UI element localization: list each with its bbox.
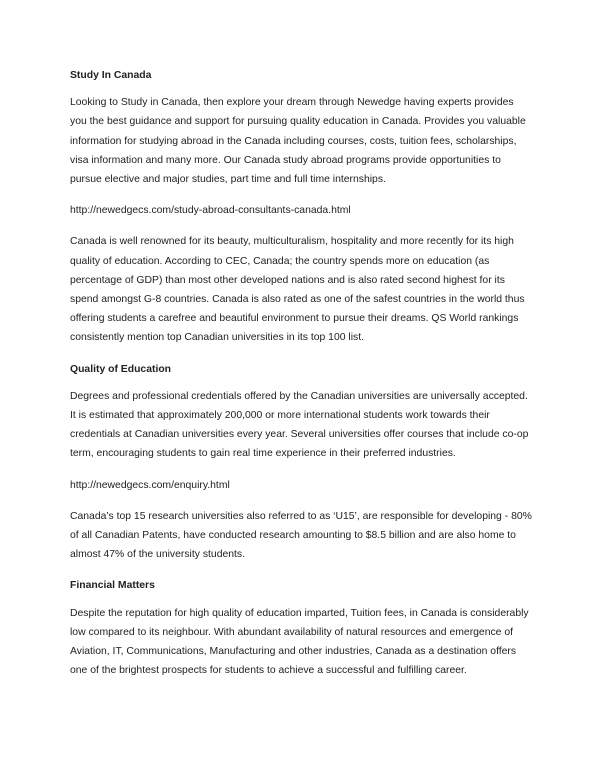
document-page: [70, 66, 532, 692]
paragraph-tuition-fees: Despite the reputation for high quality of education imparted, Tuition fees, in Canada is considerably low compared to its neighbour. With abundant availability of natural resources and emergence of Aviation, IT, Communications, Manufacturing and other industries, Canada as a destination offers one of the brightest prospects for students to achieve a successful and fulfilling career.: [70, 607, 529, 677]
section-heading-quality-of-education: Quality of Education: [70, 363, 172, 375]
link-enquiry[interactable]: http://newedgecs.com/enquiry.html: [70, 479, 230, 491]
paragraph-study-intro: Looking to Study in Canada, then explore your dream through Newedge having experts provides you the best guidance and support for pursuing quality education in Canada. Provides you valuable information for studying abroad in the Canada including courses, costs, tuition fees, scholarships, visa information and many more. Our Canada study abroad programs provide opportunities to pursue elective and major studies, part time and full time internships.: [70, 97, 526, 186]
section-heading-study-in-canada: Study In Canada: [70, 70, 152, 81]
paragraph-degrees-credentials: Degrees and professional credentials offered by the Canadian universities are universally accepted. It is estimated that approximately 200,000 or more international students work towards their credentials at Canadian universities every year. Several universities offer courses that include co-op term, encouraging students to gain real time experience in their preferred industries.: [70, 390, 529, 460]
paragraph-u15-research: Canada’s top 15 research universities also referred to as ‘U15’, are responsible for developing - 80% of all Canadian Patents, have conducted research amounting to $8.5 billion and are also home to almost 47% of the university students.: [70, 510, 532, 561]
section-heading-financial-matters: Financial Matters: [70, 580, 155, 592]
link-study-abroad-canada[interactable]: http://newedgecs.com/study-abroad-consultants-canada.html: [70, 205, 351, 217]
paragraph-canada-renowned: Canada is well renowned for its beauty, multiculturalism, hospitality and more recently for its high quality of education. According to CEC, Canada; the country spends more on education (as percentage of GDP) than most other developed nations and is also rated second highest for its spend amongst G-8 countries. Canada is also rated as one of the safest countries in the world thus offering students a carefree and beautiful environment to pursue their dreams. QS World rankings consistently mention top Canadian universities in its top 100 list.: [70, 236, 525, 344]
